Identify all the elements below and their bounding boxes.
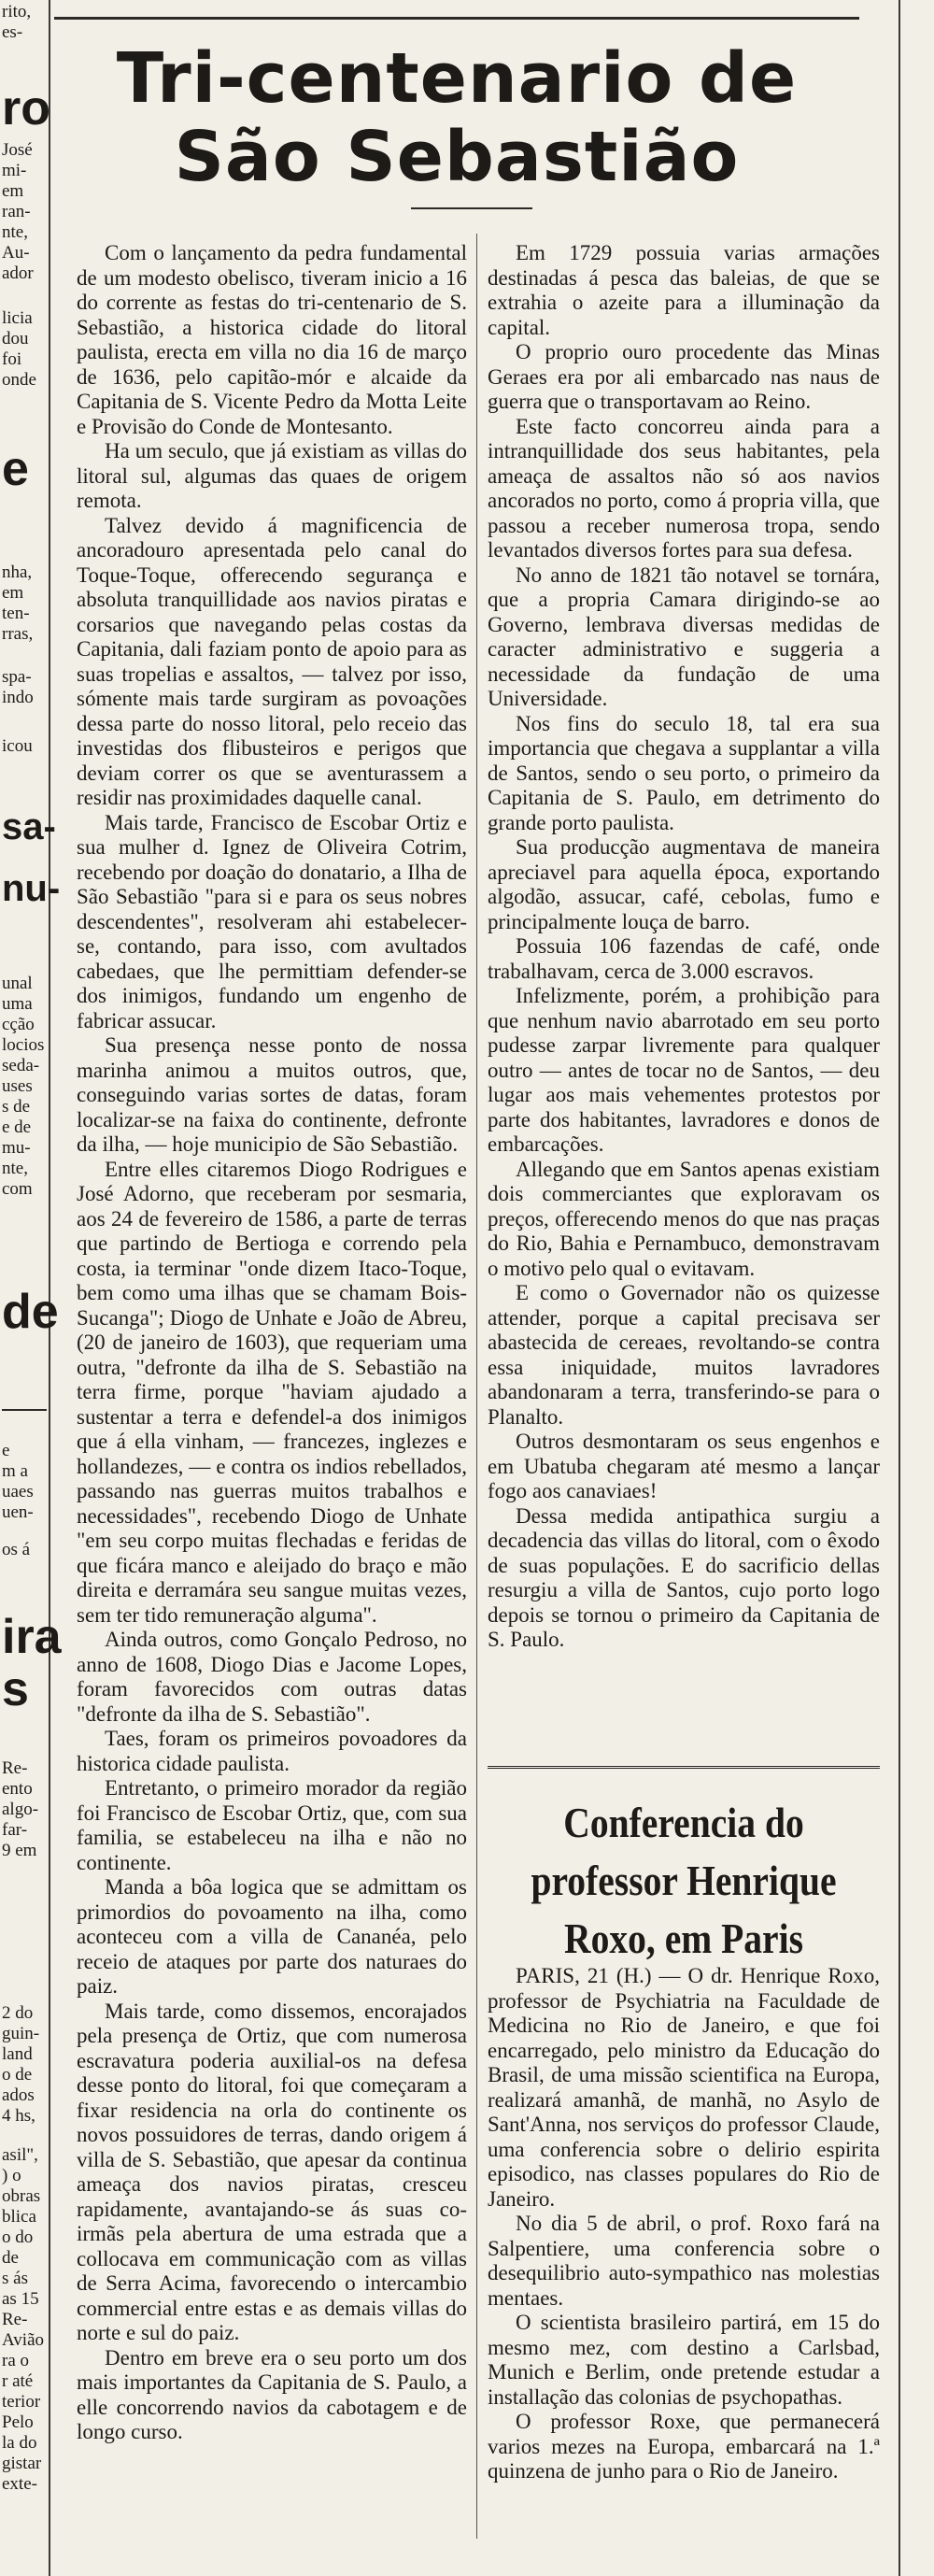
fragment-heading: nu- [2, 868, 61, 909]
paragraph: Manda a bôa logica que se admittam os primordios do povoamento na ilha, como aconteceu com a villa de Cananéa, pelo receio de ataques por parte dos naturaes do paiz. [77, 1875, 467, 1998]
paragraph: PARIS, 21 (H.) — O dr. Henrique Roxo, professor de Psychiatria na Faculdade de Medicina no Rio de Janeiro, e que foi encarregado, pelo ministro da Educação do Brasil, de uma missão scientifica na Europa, realizará amanhã, de manhã, no Asylo de Sant'Anna, nos serviços do professor Claude, uma conferencia sobre o delirio espirita episodico, nas classes populares do Rio de Janeiro. [488, 1964, 880, 2211]
fragment-line: s ás [2, 2269, 28, 2288]
fragment-line: com [2, 1179, 33, 1199]
fragment-heading: sa- [2, 806, 56, 847]
conference-article [488, 1964, 880, 2484]
fragment-line: onde [2, 370, 36, 390]
fragment-line: e de [2, 1117, 32, 1137]
fragment-line: uma [2, 994, 33, 1014]
paragraph: Taes, foram os primeiros povoadores da historica cidade paulista. [77, 1727, 467, 1775]
paragraph: Allegando que em Santos apenas existiam dois commerciantes que exploravam os preços, offerecendo menos do que nas praças do Rio, Bahia e Pernambuco, demonstravam o motivo pelo qual o evitavam. [488, 1157, 880, 1280]
fragment-line: rras, [2, 624, 34, 644]
top-rule [54, 17, 859, 20]
fragment-line: 9 em [2, 1841, 37, 1860]
fragment-rule [2, 1409, 47, 1411]
headline-rule [411, 207, 532, 209]
fragment-line: blica [2, 2207, 36, 2227]
fragment-line: o de [2, 2065, 33, 2085]
conference-headline: Conferencia do professor Henrique Roxo, em Paris [531, 1799, 837, 1962]
fragment-line: os á [2, 1540, 31, 1559]
fragment-line: la do [2, 2433, 37, 2453]
paragraph: Ainda outros, como Gonçalo Pedroso, no anno de 1608, Diogo Dias e Jacome Lopes, foram favorecidos com outras datas "defronte da ilha de S. Sebastião". [77, 1628, 467, 1726]
fragment-line: Au- [2, 243, 30, 263]
fragment-line: obras [2, 2186, 41, 2206]
paragraph: Mais tarde, como dissemos, encorajados pela presença de Ortiz, que com numerosa escravatura poderia auxilial-os na defesa desse ponto do litoral, foi que começaram a fixar residencia na orla do continente os novos possuidores de terras, dando origem á villa de S. Sebastião, que apesar da continua ameaça dos navios piratas, cresceu rapidamente, avantajando-se ás suas co-irmãs pela abertura de uma estrada que a collocava em communicação com as villas de Serra Acima, favorecendo o intercambio commercial entre estas e as demais villas do norte e sul do paiz. [77, 1999, 467, 2344]
fragment-line: 4 hs, [2, 2106, 35, 2126]
fragment-line: guin- [2, 2024, 40, 2043]
fragment-line: s de [2, 1097, 31, 1117]
fragment-line: m a [2, 1461, 28, 1481]
paragraph: O professor Roxe, que permanecerá varios mezes na Europa, embarcará na 1.ª quinzena de junho para o Rio de Janeiro. [488, 2410, 880, 2483]
fragment-line: dou [2, 329, 29, 349]
fragment-line: exte- [2, 2474, 37, 2494]
paragraph: Sua presença nesse ponto de nossa marinha animou a muitos outros, que, conseguindo varias sortes de datas, foram localizar-se na faixa do continente, defronte da ilha, — hoje municipio de São Sebastião. [77, 1033, 467, 1156]
fragment-line: o do [2, 2227, 34, 2247]
paragraph: Nos fins do seculo 18, tal era sua importancia que chegava a supplantar a villa de Santos, sendo o seu porto, o primeiro da Capitania de S. Paulo, em detrimento do grande porto paulista. [488, 711, 880, 834]
headline-line-2: São Sebastião [174, 117, 740, 197]
fragment-line: seda- [2, 1056, 40, 1075]
paragraph: Sua producção augmentava de maneira apreciavel para aquella época, exportando algodão, assucar, café, cebolas, fumo e principalmente louça de barro. [488, 835, 880, 933]
fragment-line: r até [2, 2371, 34, 2391]
paragraph: Entretanto, o primeiro morador da região foi Francisco de Escobar Ortiz, que, com sua familia, se estabeleceu na ilha e não no continente. [77, 1776, 467, 1874]
fragment-heading: ira [2, 1610, 62, 1664]
fragment-line: rito, [2, 2, 32, 21]
paragraph: Mais tarde, Francisco de Escobar Ortiz e sua mulher d. Ignez de Oliveira Cotrim, recebendo por doação do donatario, a Ilha de São Sebastião "para si e para os seus nobres descendentes", resolveram ahi estabelecer-se, contando, para isso, com avultados cabedaes, que lhe permittiam defender-se dos inimigos, fundando um engenho de fabricar assucar. [77, 810, 467, 1032]
paragraph: No anno de 1821 tão notavel se tornára, que a propria Camara dirigindo-se ao Governo, lembrava diversas medidas de caracter administrativo e suggeria a necessidade da fundação de uma Universidade. [488, 562, 880, 710]
fragment-line: spa- [2, 667, 32, 687]
fragment-line: ador [2, 263, 34, 283]
paragraph: O scientista brasileiro partirá, em 15 do mesmo mez, com destino a Carlsbad, Munich e Berlim, onde pretende estudar a installação das colonias de psychopathas. [488, 2311, 880, 2409]
fragment-line: land [2, 2044, 33, 2064]
article-column-2 [488, 241, 880, 1653]
fragment-line: José [2, 140, 33, 160]
fragment-line: nte, [2, 1159, 28, 1178]
paragraph: No dia 5 de abril, o prof. Roxo fará na Salpentiere, uma conferencia sobre o desequilibrio auto-sympathico nas molestias mentaes. [488, 2212, 880, 2310]
right-edge-rule [899, 0, 900, 2576]
paragraph: Possuia 106 fazendas de café, onde trabalhavam, cerca de 3.000 escravos. [488, 934, 880, 983]
fragment-heading: s [2, 1662, 29, 1716]
fragment-line: algo- [2, 1800, 39, 1819]
fragment-line: 2 do [2, 2003, 34, 2023]
fragment-line: de [2, 2248, 19, 2268]
fragment-line: asil", [2, 2145, 38, 2165]
fragment-line: indo [2, 688, 34, 707]
fragment-line: gistar [2, 2454, 42, 2473]
fragment-heading: de [2, 1285, 59, 1339]
fragment-line: Re- [2, 2310, 28, 2329]
article-separator [488, 1766, 880, 1769]
article-headline [54, 39, 859, 196]
article-column-1 [77, 241, 467, 2445]
fragment-line: as 15 [2, 2289, 39, 2309]
fragment-line: mi- [2, 161, 27, 180]
fragment-line: ados [2, 2085, 35, 2105]
fragment-line: ten- [2, 604, 30, 623]
fragment-line: Pelo [2, 2412, 34, 2432]
paragraph: Com o lançamento da pedra fundamental de um modesto obelisco, tiveram inicio a 16 do corrente as festas do tri-centenario de S. Sebastião, a historica cidade do litoral paulista, erecta em villa no dia 16 de março de 1636, pelo capitão-mór e alcaide da Capitania de S. Vicente Pedro da Motta Leite e Provisão do Conde de Montesanto. [77, 241, 467, 438]
fragment-line: terior [2, 2392, 41, 2412]
fragment-line: uen- [2, 1502, 34, 1522]
fragment-line: ) o [2, 2166, 21, 2185]
fragment-line: es- [2, 22, 23, 42]
fragment-line: nte, [2, 222, 28, 242]
fragment-line: cção [2, 1015, 35, 1034]
fragment-line: Avião [2, 2330, 45, 2350]
paragraph: Entre elles citaremos Diogo Rodrigues e José Adorno, que receberam por sesmaria, aos 24 de fevereiro de 1586, a parte de terras que partindo de Bertioga e correndo pela costa, ia terminar "onde dizem Itaco-Toque, bem como uma ilhas que se chamam Bois-Sucanga"; Diogo de Unhate e João de Abreu, (20 de janeiro de 1603), que requeriam uma outra, "defronte da ilha de S. Sebastião na terra firme, porque "haviam ajudado a sustentar a terra e defendel-a dos inimigos que á ella vinham, — francezes, inglezes e hollandezes, — e contra os indios rebellados, passando nas guerras muitos trabalhos e necessidades", recebendo Diogo de Unhate "em seu corpo muitas flechadas e feridas de que ficára manco e aleijado do braço e mão direita e derramára seu sangue muitas vezes, sem ter tido remuneração alguma". [77, 1157, 467, 1627]
fragment-line: nha, [2, 562, 33, 582]
paragraph: Talvez devido á magnificencia de ancoradouro apresentada pelo canal do Toque-Toque, offerecendo segurança e absoluta tranquillidade aos navios piratas e corsarios que navegando pelas costas da Capitania, dali faziam ponto de apoio para as suas tropelias e assaltos, — talvez por isso, sómente mais tarde surgiram as povoações dessa parte do nosso litoral, pelo receio das investidas dos flibusteiros e perigos que deviam correr os que se aventurassem a residir nas proximidades daquelle canal. [77, 513, 467, 809]
fragment-heading: e [2, 442, 29, 496]
fragment-line: ran- [2, 202, 31, 221]
column-divider [476, 234, 477, 2539]
fragment-line: uaes [2, 1482, 34, 1501]
fragment-line: Re- [2, 1758, 28, 1778]
fragment-line: far- [2, 1820, 28, 1840]
fragment-line: locios [2, 1035, 45, 1055]
fragment-line: icou [2, 736, 33, 756]
fragment-line: uses [2, 1076, 33, 1096]
paragraph: Outros desmontaram os seus engenhos e em Ubatuba chegaram até mesmo a lançar fogo aos canaviaes! [488, 1430, 880, 1502]
paragraph: Infelizmente, porém, a prohibição para que nenhum navio abarrotado em seu porto pudesse zarpar livremente para qualquer outro — antes de tocar no de Santos, — deu lugar aos mais vehementes protestos por parte dos habitantes, lavradores e donos de embarcações. [488, 984, 880, 1156]
paragraph: Dentro em breve era o seu porto um dos mais importantes da Capitania de S. Paulo, a elle concorrendo navios da cabotagem e de longo curso. [77, 2345, 467, 2443]
paragraph: Ha um seculo, que já existiam as villas do litoral sul, algumas das quaes de origem remota. [77, 439, 467, 512]
fragment-line: mu- [2, 1138, 31, 1158]
paragraph: O proprio ouro procedente das Minas Geraes era por ali embarcado nas naus de guerra que o transportavam ao Reino. [488, 340, 880, 413]
fragment-line: unal [2, 974, 33, 993]
fragment-line: licia [2, 308, 33, 328]
paragraph: Em 1729 possuia varias armações destinadas á pesca das baleias, de que se extrahia o azeite para a illuminação da capital. [488, 241, 880, 339]
fragment-line: ra o [2, 2351, 30, 2370]
fragment-line: e [2, 1441, 10, 1460]
fragment-line: em [2, 583, 24, 603]
paragraph: Dessa medida antipathica surgiu a decadencia das villas do litoral, com o êxodo de suas populações. E do sacrificio dellas resurgiu a villa de Santos, cujo porto logo depois se tornou o primeiro da Capitania de S. Paulo. [488, 1503, 880, 1651]
fragment-line: foi [2, 349, 22, 369]
fragment-line: em [2, 181, 24, 201]
paragraph: Este facto concorreu ainda para a intranquillidade dos seus habitantes, pela ameaça de assaltos não só aos navios ancorados no porto, como á propria villa, que passou a receber numerosa tropa, sendo levantados diversos fortes para sua defesa. [488, 414, 880, 562]
paragraph: E como o Governador não os quizesse attender, porque a capital precisava ser abastecida de cereaes, revoltando-se contra essa iniquidade, muitos lavradores abandonaram a terra, transferindo-se para o Planalto. [488, 1281, 880, 1429]
fragment-heading: ro [2, 81, 50, 135]
headline-line-1: Tri-centenario de [116, 38, 798, 119]
fragment-line: ento [2, 1779, 33, 1799]
